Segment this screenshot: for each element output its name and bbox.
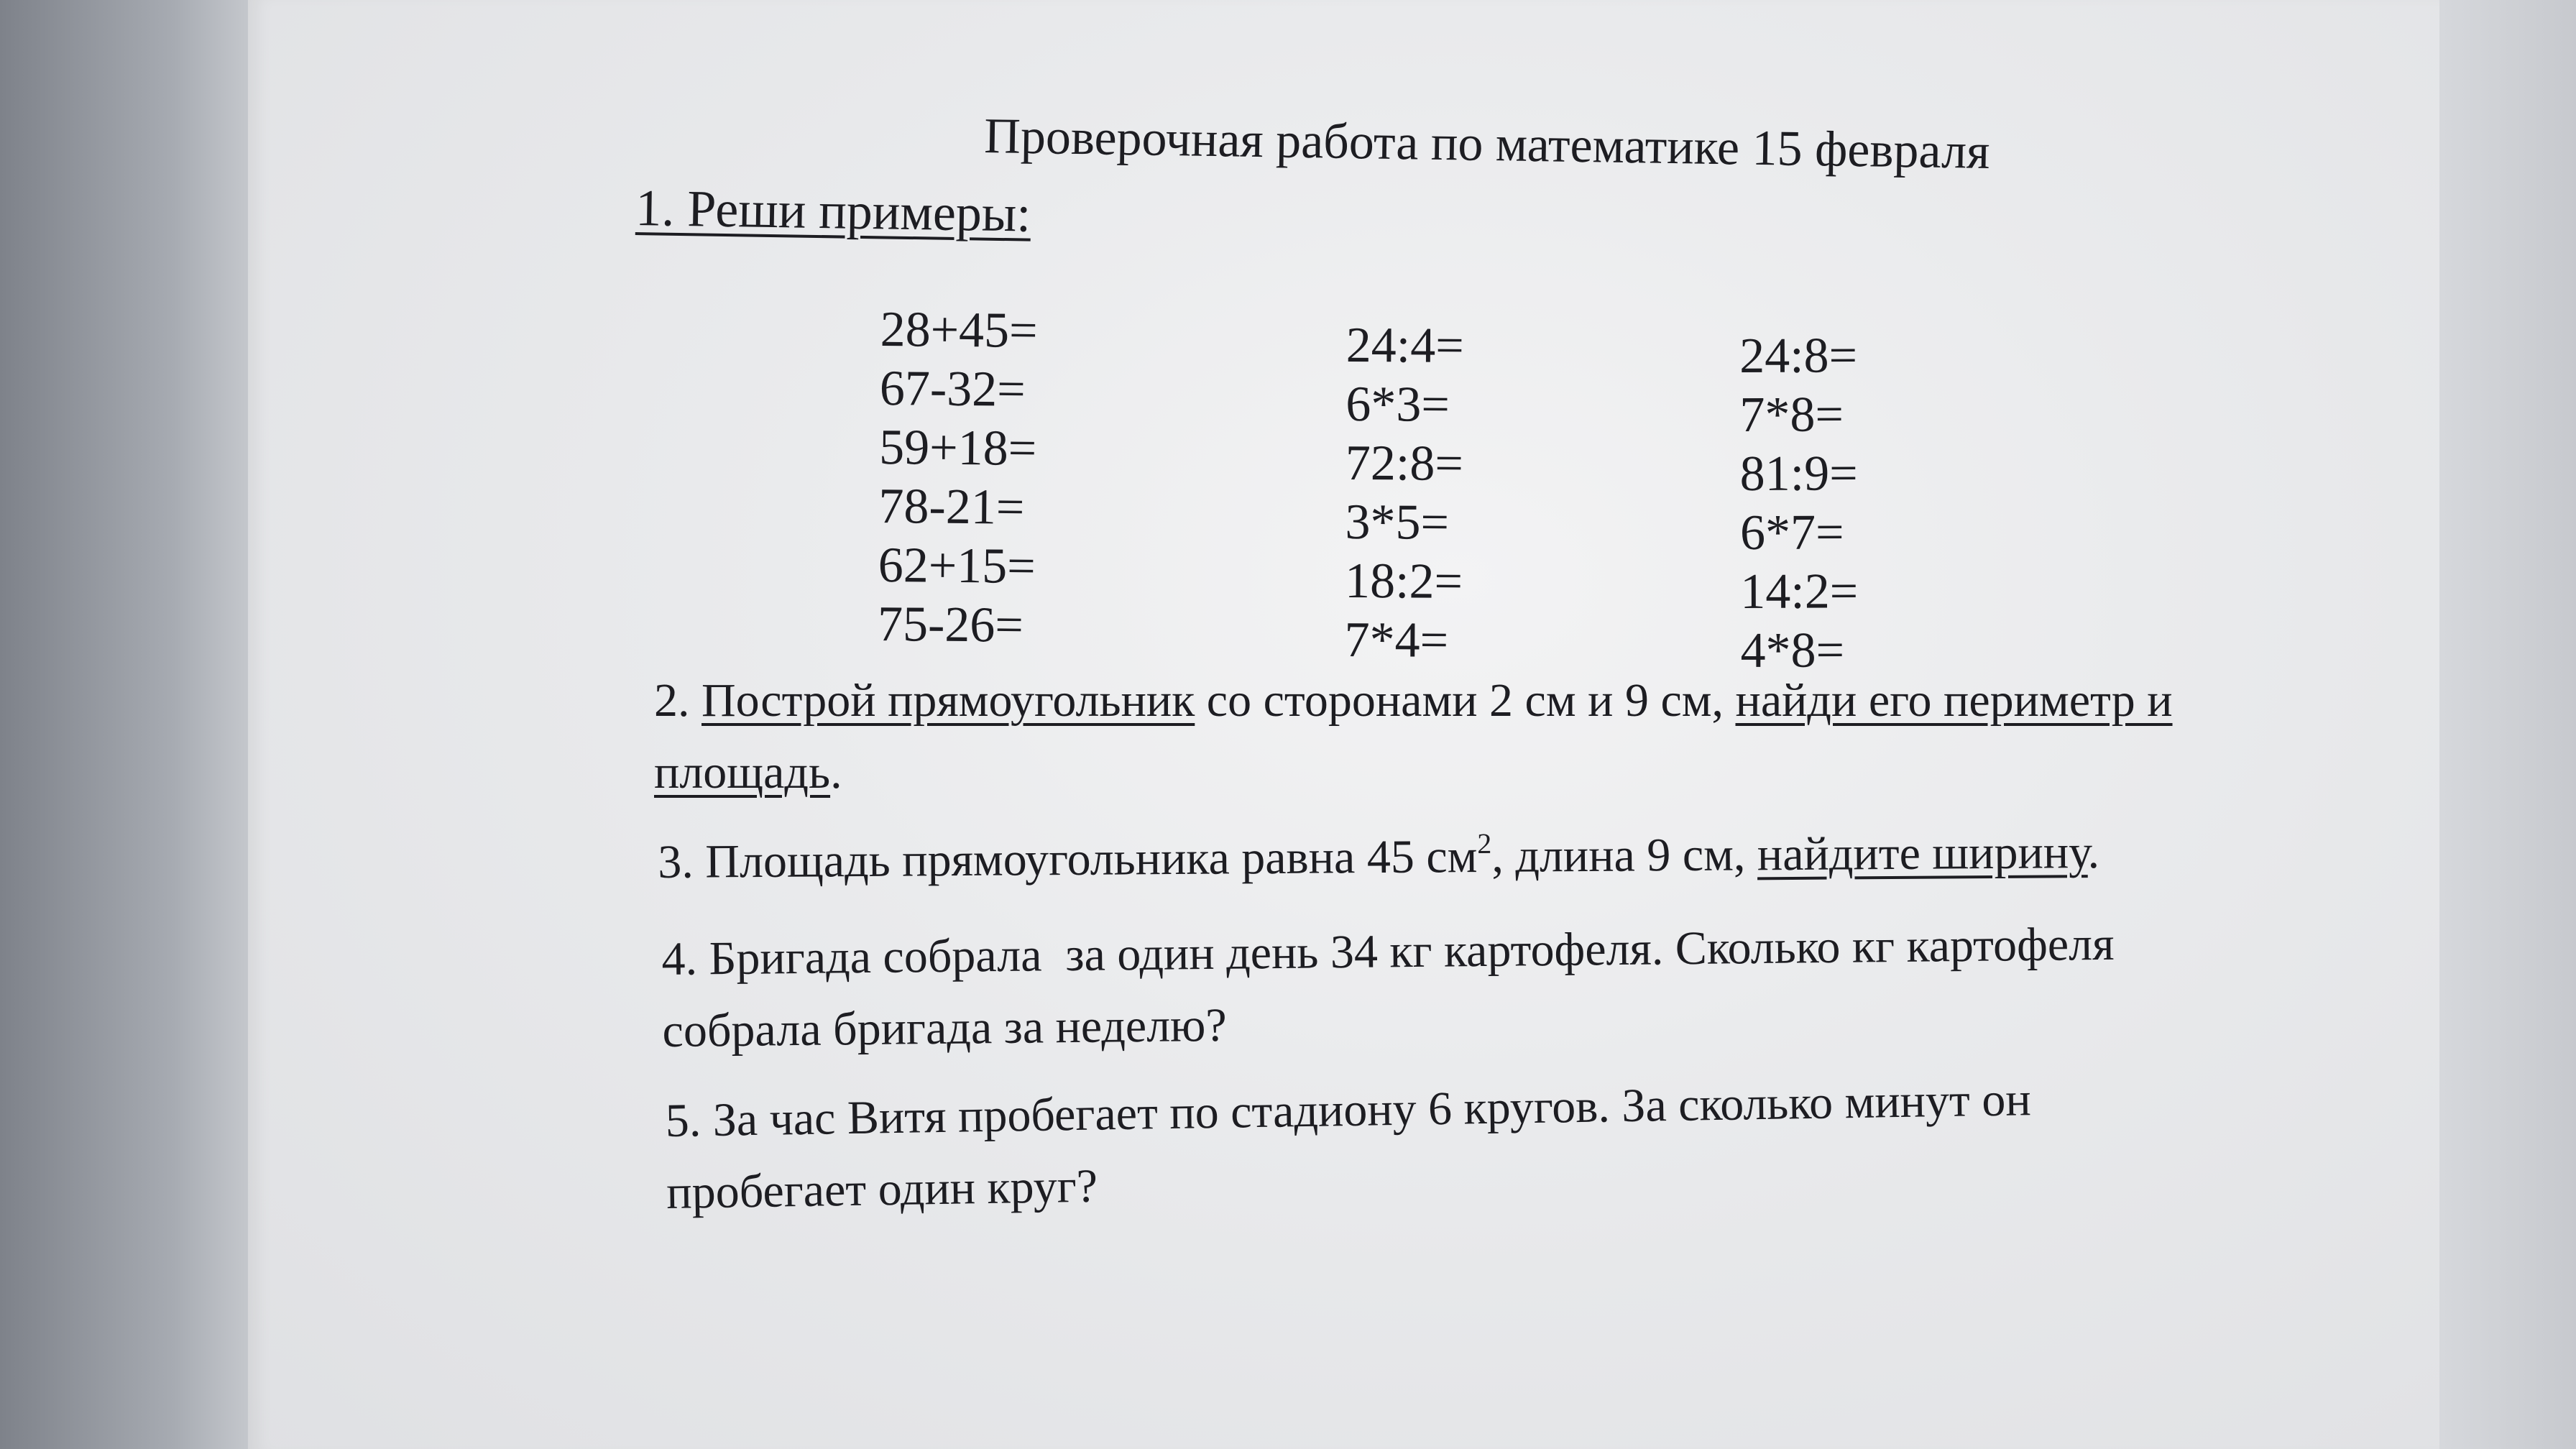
task-2-instruction-2: найди его периметр и [1735,674,2173,727]
exercise-item: 6*3= [1346,376,1450,433]
exercise-column-2 [1344,316,1464,671]
exercise-column-1 [878,300,1038,656]
task-2 [654,665,2173,809]
exercise-item: 81:9= [1739,446,1858,502]
exercise-item: 6*7= [1739,505,1844,561]
exercise-item: 75-26= [877,596,1024,653]
exercise-item: 3*5= [1345,494,1450,551]
task-4-line-1: 4. Бригада собрала за один день 34 кг картофеля. Сколько кг картофеля [661,917,2115,985]
task-3 [658,816,2099,898]
exercise-item: 59+18= [878,419,1037,477]
exercise-column-3 [1739,326,1859,681]
exercise-item: 24:8= [1739,328,1858,384]
task-5-line-1: 5. За час Витя пробегает по стадиону 6 кругов. За сколько минут он [665,1073,2032,1147]
exercise-item: 18:2= [1344,553,1463,610]
task-2-text: со сторонами 2 см и 9 см, [1195,674,1736,727]
exercise-item: 24:4= [1346,317,1464,374]
task-2-instruction-3: площадь [654,746,831,799]
exercise-item: 78-21= [878,478,1025,535]
task-4-line-2: собрала бригада за неделю? [662,998,1228,1057]
exercise-item: 7*8= [1739,387,1844,443]
exercise-item: 72:8= [1345,435,1464,492]
exercise-item: 67-32= [879,360,1026,418]
exercise-item: 28+45= [880,301,1038,359]
task-2-instruction: Построй прямоугольник [702,674,1195,727]
task-3-text-2: , длина 9 см, [1491,828,1758,883]
exercise-item: 7*4= [1344,612,1449,668]
task-2-number: 2. [654,674,690,727]
task-5 [665,1064,2033,1229]
task-3-instruction: найдите ширину [1757,826,2088,881]
task-3-text: 3. Площадь прямоугольника равна 45 см [658,830,1478,888]
task-2-line-1 [654,665,2173,737]
task-2-line-2 [654,737,2173,809]
task-3-period: . [2087,825,2100,879]
exercise-item: 4*8= [1740,622,1845,678]
exercise-item: 62+15= [878,537,1036,594]
exercise-item: 14:2= [1740,564,1859,620]
task-4 [661,908,2115,1067]
section-heading: 1. Реши примеры: [635,178,1031,243]
task-2-period: . [830,746,842,799]
task-3-superscript: 2 [1477,827,1492,860]
task-5-line-2: пробегает один круг? [666,1159,1098,1219]
page-title: Проверочная работа по математике 15 февраля [983,108,1990,180]
